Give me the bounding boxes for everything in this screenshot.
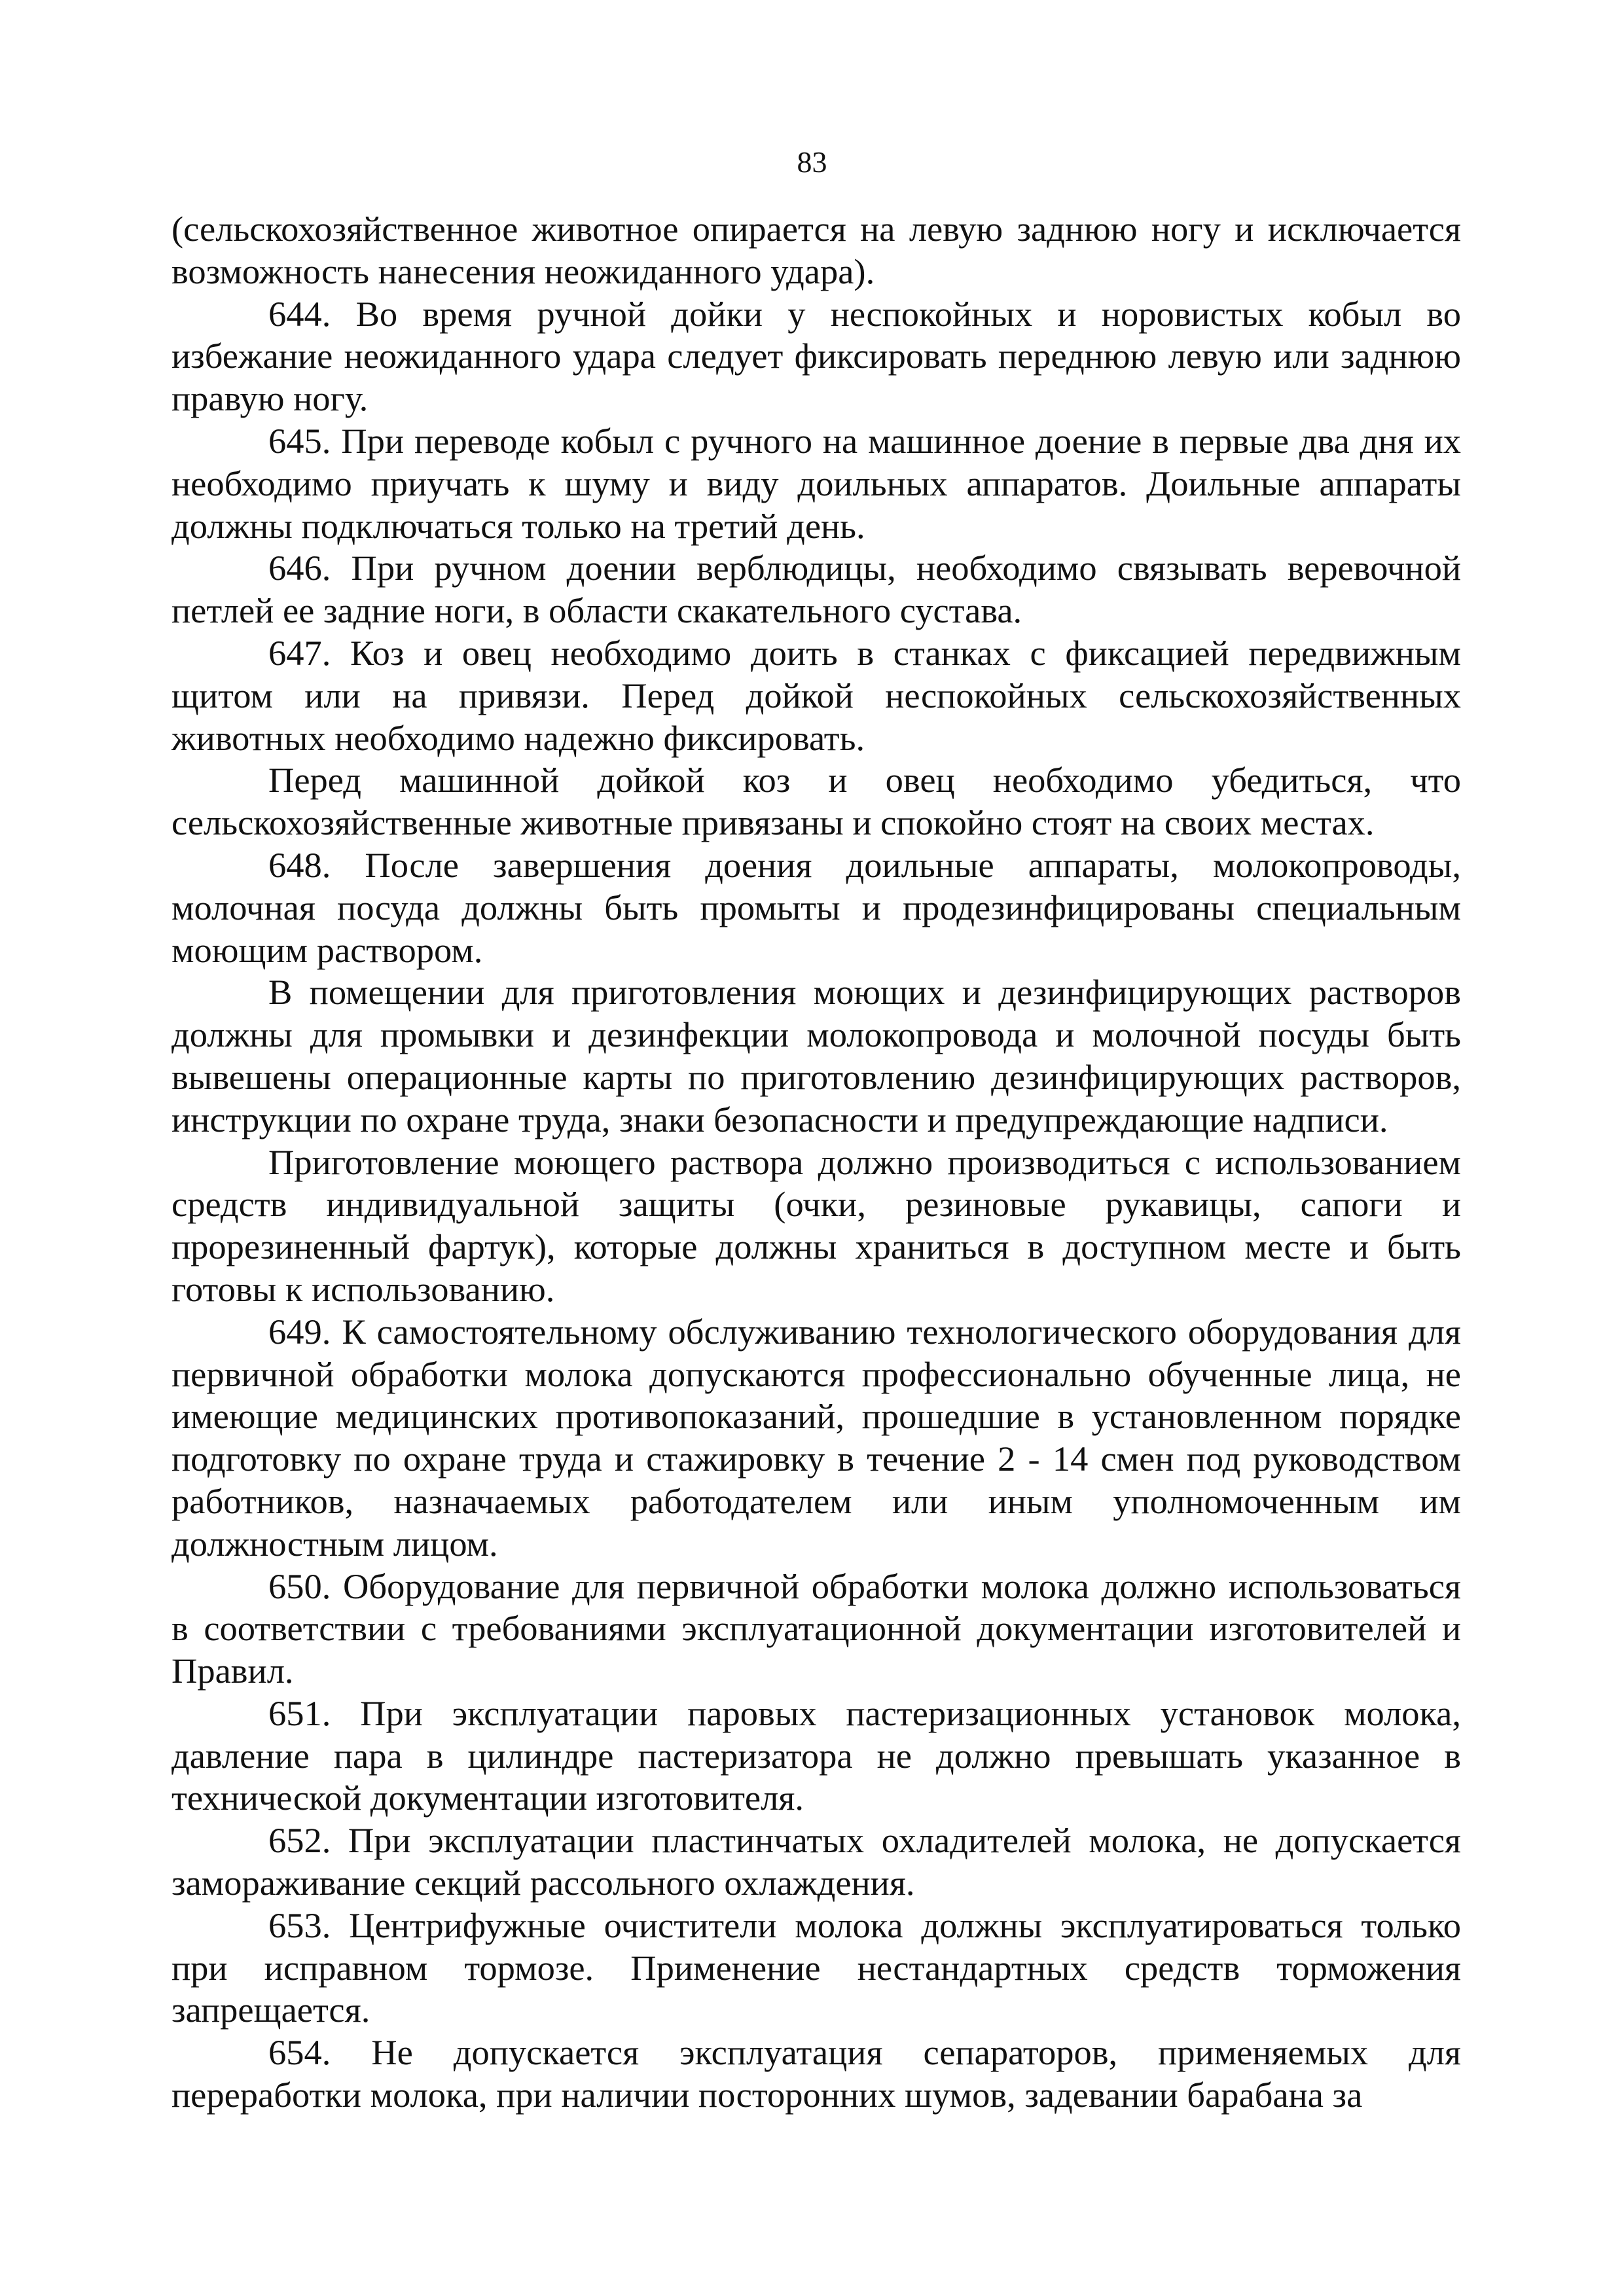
paragraph-648: 648. После завершения доения доильные аппараты, молокопроводы, молочная посуда должны быть промыты и продезинфицированы специальным моющим раствором. — [171, 844, 1461, 970]
paragraph-647-machine-milking: Перед машинной дойкой коз и овец необходимо убедиться, что сельскохозяйственные животные привязаны и спокойно стоят на своих местах. — [171, 760, 1461, 843]
paragraph-644: 644. Во время ручной дойки у неспокойных и норовистых кобыл во избежание неожиданного удара следует фиксировать переднюю левую или заднюю правую ногу. — [171, 293, 1461, 419]
paragraph-649: 649. К самостоятельному обслуживанию технологического оборудования для первичной обработки молока допускаются профессионально обученные лица, не имеющие медицинских противопоказаний, прошедшие в установленном порядке подготовку по охране труда и стажировку в течение 2 - 14 смен под руководством работников, назначаемых работодателем или иным уполномоченным им должностным лицом. — [171, 1311, 1461, 1564]
paragraph-653: 653. Центрифужные очистители молока должны эксплуатироваться только при исправном тормозе. Применение нестандартных средств торможения запрещается. — [171, 1905, 1461, 2030]
paragraph-645: 645. При переводе кобыл с ручного на машинное доение в первые два дня их необходимо приучать к шуму и виду доильных аппаратов. Доильные аппараты должны подключаться только на третий день. — [171, 420, 1461, 546]
paragraph-654: 654. Не допускается эксплуатация сепараторов, применяемых для переработки молока, при наличии посторонних шумов, задевании барабана за — [171, 2032, 1461, 2115]
paragraph-continuation: (сельскохозяйственное животное опирается на левую заднюю ногу и исключается возможность нанесения неожиданного удара). — [171, 209, 1461, 291]
paragraph-652: 652. При эксплуатации пластинчатых охладителей молока, не допускается замораживание секций рассольного охлаждения. — [171, 1820, 1461, 1903]
document-body — [171, 208, 1461, 2117]
paragraph-646: 646. При ручном доении верблюдицы, необходимо связывать веревочной петлей ее задние ноги, в области скакательного сустава. — [171, 548, 1461, 631]
page-number: 83 — [797, 145, 827, 179]
paragraph-650: 650. Оборудование для первичной обработки молока должно использоваться в соответствии с требованиями эксплуатационной документации изготовителей и Правил. — [171, 1566, 1461, 1691]
paragraph-651: 651. При эксплуатации паровых пастеризационных установок молока, давление пара в цилиндре пастеризатора не должно превышать указанное в технической документации изготовителя. — [171, 1693, 1461, 1818]
paragraph-647: 647. Коз и овец необходимо доить в станках с фиксацией передвижным щитом или на привязи. Перед дойкой неспокойных сельскохозяйственных животных необходимо надежно фиксировать. — [171, 632, 1461, 758]
paragraph-648-ppe: Приготовление моющего раствора должно производиться с использованием средств индивидуальной защиты (очки, резиновые рукавицы, сапоги и прорезиненный фартук), которые должны храниться в доступном месте и быть готовы к использованию. — [171, 1141, 1461, 1309]
paragraph-648-solutions-room: В помещении для приготовления моющих и дезинфицирующих растворов должны для промывки и дезинфекции молокопровода и молочной посуды быть вывешены операционные карты по приготовлению дезинфицирующих растворов, инструкции по охране труда, знаки безопасности и предупреждающие надписи. — [171, 972, 1461, 1139]
